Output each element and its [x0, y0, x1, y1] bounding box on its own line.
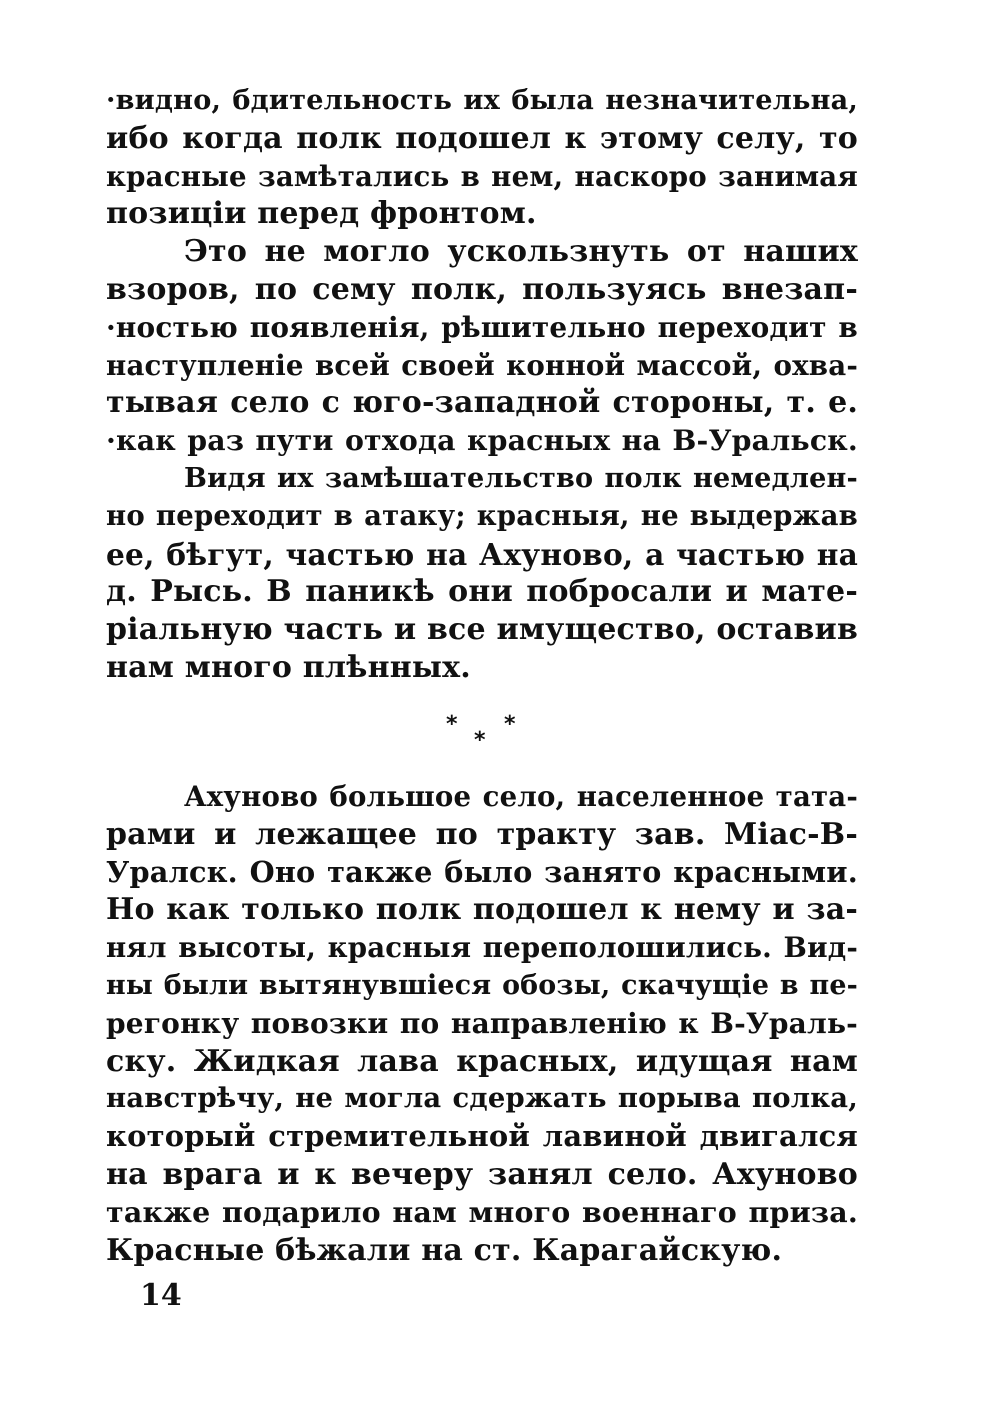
text-line: ·видно, бдительность их была незначительна, — [106, 85, 858, 116]
text-line: на врага и к вечеру занял село. Ахуново — [106, 1156, 858, 1192]
text-line: ску. Жидкая лава красных, идущая нам — [106, 1043, 858, 1079]
paragraph-block-top — [106, 82, 858, 687]
page-number: 14 — [140, 1278, 182, 1313]
text-line: д. Рысь. В паникѣ они побросали и мате- — [106, 574, 858, 610]
text-line: Ахуново большое село, населенное тата- — [184, 780, 858, 813]
text-line: тывая село с юго-западной стороны, т. е. — [106, 385, 858, 421]
text-line: навстрѣчу, не могла сдержать порыва полка, — [106, 1082, 858, 1115]
text-line: ·как раз пути отхода красных на В-Уральск. — [106, 423, 858, 458]
asterisk-glyph: * — [446, 712, 458, 737]
paragraph-block-bottom — [106, 778, 858, 1269]
section-divider-asterisks — [0, 706, 1000, 756]
text-line: также подарило нам много военнаго приза. — [106, 1194, 858, 1229]
text-line: Красные бѣжали на ст. Карагайскую. — [106, 1232, 783, 1268]
asterisk-glyph: * — [474, 728, 486, 753]
text-line: Это не могло ускользнуть от наших — [184, 234, 858, 270]
text-line: Видя их замѣшательство полк немедлен- — [184, 462, 858, 494]
text-line: ибо когда полк подошел к этому селу, то — [106, 120, 858, 156]
text-line: рами и лежащее по тракту зав. Міас-В- — [106, 816, 858, 852]
asterisk-glyph: * — [504, 712, 516, 737]
text-line: но переходит в атаку; красныя, не выдержав — [106, 499, 858, 532]
text-line: наступленіе всей своей конной массой, охва- — [106, 348, 858, 382]
text-line: ны были вытянувшіеся обозы, скачущіе в пе- — [106, 969, 858, 1001]
text-line: нял высоты, красныя переполошились. Вид- — [106, 931, 858, 965]
text-line: регонку повозки по направленію к В-Ураль- — [106, 1006, 858, 1040]
text-line: красные замѣтались в нем, наскоро занимая — [106, 159, 858, 193]
text-line: ее, бѣгут, частью на Ахуново, а частью на — [106, 536, 858, 572]
text-line: взоров, по сему полк, пользуясь внезап- — [106, 271, 858, 307]
text-line: позиціи перед фронтом. — [106, 196, 537, 232]
text-line: который стремительной лавиной двигался — [106, 1119, 858, 1154]
text-line: нам много плѣнных. — [106, 649, 471, 685]
text-line: ·ностью появленія, рѣшительно переходит в — [106, 310, 858, 344]
text-line: ріальную часть и все имущество, оставив — [106, 612, 858, 648]
text-line: Но как только полк подошел к нему и за- — [106, 892, 858, 928]
text-line: Уралск. Оно также было занято красными. — [106, 854, 858, 889]
